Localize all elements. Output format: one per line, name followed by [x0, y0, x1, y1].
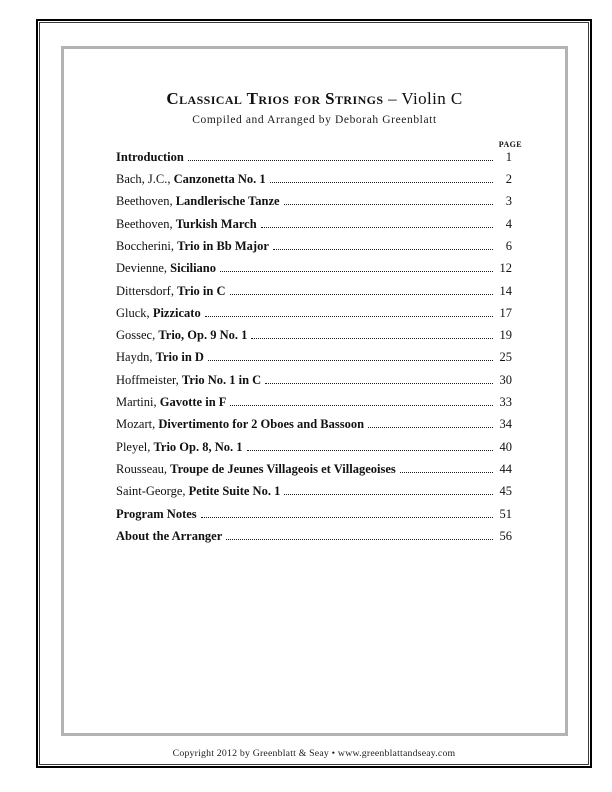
page-column-header: PAGE	[498, 139, 522, 149]
toc-entry	[116, 306, 512, 328]
toc-entry-composer: Dittersdorf,	[116, 283, 178, 298]
toc-entry-title: Landlerische Tanze	[175, 194, 280, 209]
toc-entry-label	[116, 462, 396, 477]
toc-entry-label	[116, 306, 201, 321]
toc-entry-label	[116, 217, 257, 232]
toc-entry-label	[116, 373, 261, 388]
toc-entry-page-number: 25	[499, 350, 512, 365]
toc-entry-page-number: 34	[499, 417, 512, 432]
dot-leader	[220, 271, 493, 272]
toc-entry-composer: Bach, J.C.,	[116, 172, 174, 187]
toc-entry-label	[116, 417, 364, 432]
toc-entry-title: Petite Suite No. 1	[188, 484, 281, 499]
toc-entry	[116, 284, 512, 306]
toc-entry-label	[116, 239, 269, 254]
toc-entry-label	[116, 328, 247, 343]
toc-entry-title: Trio in C	[177, 283, 226, 298]
toc-entry-title: Trio, Op. 9 No. 1	[158, 328, 248, 343]
toc-entry	[116, 261, 512, 283]
toc-entry-page-number: 2	[505, 172, 512, 187]
toc-entry-label	[116, 150, 184, 165]
toc-entry-page-number: 19	[499, 328, 512, 343]
dot-leader	[247, 450, 493, 451]
toc-entry-title: Trio in Bb Major	[177, 238, 269, 253]
toc-entry	[116, 440, 512, 462]
toc-entry-composer: Beethoven,	[116, 216, 176, 231]
toc-entry-title: Gavotte in F	[159, 395, 227, 410]
toc-entry-page-number: 4	[505, 216, 512, 231]
title-block	[64, 89, 565, 127]
toc-entry-composer: Beethoven,	[116, 194, 176, 209]
toc-entry-title: Program Notes	[116, 506, 197, 521]
dot-leader	[273, 249, 493, 250]
toc-entry-composer: Pleyel,	[116, 439, 154, 454]
toc-entry-page-number: 45	[499, 484, 512, 499]
toc-entry	[116, 507, 512, 529]
toc-entry-title: Trio Op. 8, No. 1	[153, 439, 243, 454]
toc-entry-title: Pizzicato	[152, 305, 201, 320]
toc-entry	[116, 194, 512, 216]
toc-entry	[116, 328, 512, 350]
toc-entry-title: Divertimento for 2 Oboes and Bassoon	[158, 417, 365, 432]
toc-entry-page-number: 14	[499, 283, 512, 298]
toc-entry-page-number: 44	[499, 461, 512, 476]
toc-entry-title: Canzonetta No. 1	[173, 172, 266, 187]
toc-entry-composer: Devienne,	[116, 261, 171, 276]
toc-entry-page-number: 3	[505, 194, 512, 209]
toc-entry-label	[116, 440, 243, 455]
toc-entry-page-number: 30	[499, 372, 512, 387]
toc-entry-composer: Haydn,	[116, 350, 156, 365]
toc-entry-page-number: 33	[499, 395, 512, 410]
title-main: Classical Trios for Strings	[166, 89, 384, 108]
dot-leader	[226, 539, 493, 540]
toc-entry-label	[116, 172, 266, 187]
dot-leader	[201, 517, 493, 518]
toc-entry-title: About the Arranger	[116, 528, 223, 543]
dot-leader	[205, 316, 493, 317]
toc-entry-label	[116, 194, 280, 209]
inner-border-frame	[39, 22, 589, 765]
toc-entry	[116, 417, 512, 439]
title-suffix: – Violin C	[383, 89, 463, 108]
dot-leader	[208, 360, 493, 361]
dot-leader	[188, 160, 493, 161]
toc-entry-composer: Saint-George,	[116, 484, 189, 499]
content-panel	[61, 46, 568, 736]
table-of-contents	[116, 139, 522, 551]
toc-entry-composer: Rousseau,	[116, 461, 171, 476]
toc-entry-composer: Hoffmeister,	[116, 372, 182, 387]
document-subtitle: Compiled and Arranged by Deborah Greenblatt	[192, 113, 437, 126]
toc-entry-label	[116, 395, 226, 410]
document-title	[64, 89, 565, 109]
toc-entry-page-number: 51	[499, 506, 512, 521]
outer-border-frame	[36, 19, 592, 768]
dot-leader	[270, 182, 493, 183]
toc-entry-page-number: 56	[499, 528, 512, 543]
toc-entry	[116, 373, 512, 395]
toc-entry-composer: Gluck,	[116, 305, 153, 320]
toc-entry-composer: Gossec,	[116, 328, 159, 343]
toc-entry-page-number: 1	[505, 149, 512, 164]
toc-entry-label	[116, 261, 216, 276]
copyright-footer: Copyright 2012 by Greenblatt & Seay • www.greenblattandseay.com	[172, 748, 456, 759]
toc-entry-label	[116, 284, 226, 299]
toc-entry	[116, 484, 512, 506]
toc-entry	[116, 462, 512, 484]
toc-entry-title: Troupe de Jeunes Villageois et Villageoises	[170, 461, 396, 476]
toc-entry-page-number: 40	[499, 439, 512, 454]
toc-entry-composer: Mozart,	[116, 417, 159, 432]
toc-entry-title: Turkish March	[175, 216, 257, 231]
dot-leader	[261, 227, 493, 228]
toc-entry-title: Trio in D	[155, 350, 204, 365]
dot-leader	[251, 338, 493, 339]
toc-entry	[116, 217, 512, 239]
toc-entry-label	[116, 484, 280, 499]
toc-entry-page-number: 17	[499, 305, 512, 320]
dot-leader	[265, 383, 493, 384]
toc-entry-page-number: 6	[505, 238, 512, 253]
toc-entry	[116, 150, 512, 172]
toc-entry-composer: Martini,	[116, 395, 160, 410]
dot-leader	[284, 204, 493, 205]
toc-entry	[116, 395, 512, 417]
dot-leader	[400, 472, 493, 473]
toc-entry-title: Trio No. 1 in C	[181, 372, 262, 387]
dot-leader	[368, 427, 493, 428]
toc-entry	[116, 350, 512, 372]
toc-entry	[116, 172, 512, 194]
toc-entry-composer: Boccherini,	[116, 238, 178, 253]
toc-entry-label	[116, 350, 204, 365]
toc-entry-title: Introduction	[116, 149, 184, 164]
dot-leader	[230, 294, 494, 295]
toc-entry-label	[116, 529, 222, 544]
toc-rows	[116, 150, 512, 551]
dot-leader	[230, 405, 493, 406]
toc-entry-page-number: 12	[499, 261, 512, 276]
dot-leader	[284, 494, 493, 495]
toc-entry-label	[116, 507, 197, 522]
toc-entry	[116, 239, 512, 261]
toc-entry-title: Siciliano	[170, 261, 216, 276]
toc-entry	[116, 529, 512, 551]
